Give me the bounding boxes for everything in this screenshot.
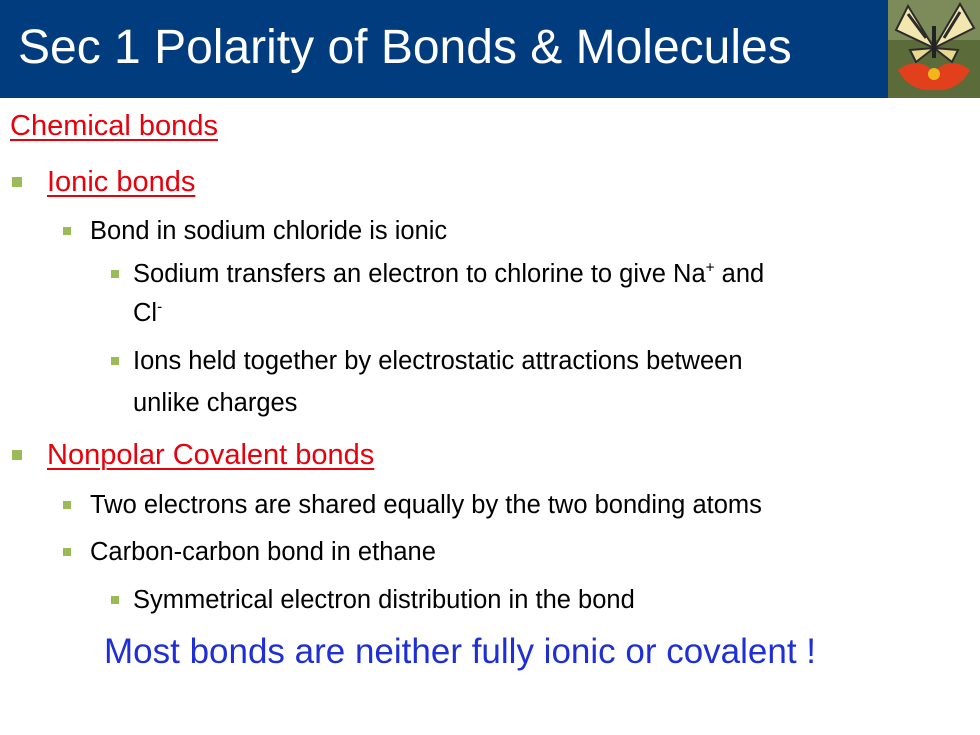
- bullet-icon: [111, 596, 119, 604]
- butterfly-image: [888, 0, 980, 98]
- bullet-icon: [63, 548, 71, 556]
- bullet-icon: [63, 227, 71, 235]
- sodium-line-2: [133, 299, 162, 328]
- bullet-icon: [111, 357, 119, 365]
- sodium-line-1: [133, 260, 764, 289]
- chloride-text: Cl: [133, 299, 158, 327]
- sodium-plus-superscript: +: [705, 259, 715, 277]
- title-bar: [0, 0, 980, 98]
- summary-note: Most bonds are neither fully ionic or covalent !: [104, 632, 817, 671]
- ionic-point: Bond in sodium chloride is ionic: [90, 217, 448, 245]
- sodium-line-1-end: and: [714, 260, 765, 288]
- ions-line-2: unlike charges: [133, 389, 298, 417]
- slide-title: Sec 1 Polarity of Bonds & Molecules: [18, 21, 792, 74]
- chloride-minus-superscript: -: [157, 298, 163, 316]
- bullet-icon: [63, 501, 71, 509]
- bullet-icon: [111, 270, 119, 278]
- heading-chemical-bonds: Chemical bonds: [10, 110, 218, 142]
- heading-ionic-bonds: Ionic bonds: [47, 166, 196, 198]
- ions-line-1: Ions held together by electrostatic attractions between: [133, 347, 743, 375]
- symmetrical-point: Symmetrical electron distribution in the bond: [133, 586, 635, 614]
- bullet-icon: [12, 450, 22, 460]
- shared-point: Two electrons are shared equally by the two bonding atoms: [90, 491, 762, 519]
- bullet-icon: [12, 177, 22, 187]
- sodium-line-1-text: Sodium transfers an electron to chlorine to give Na: [133, 260, 706, 288]
- heading-nonpolar-covalent-bonds: Nonpolar Covalent bonds: [47, 439, 375, 471]
- carbon-point: Carbon-carbon bond in ethane: [90, 538, 436, 566]
